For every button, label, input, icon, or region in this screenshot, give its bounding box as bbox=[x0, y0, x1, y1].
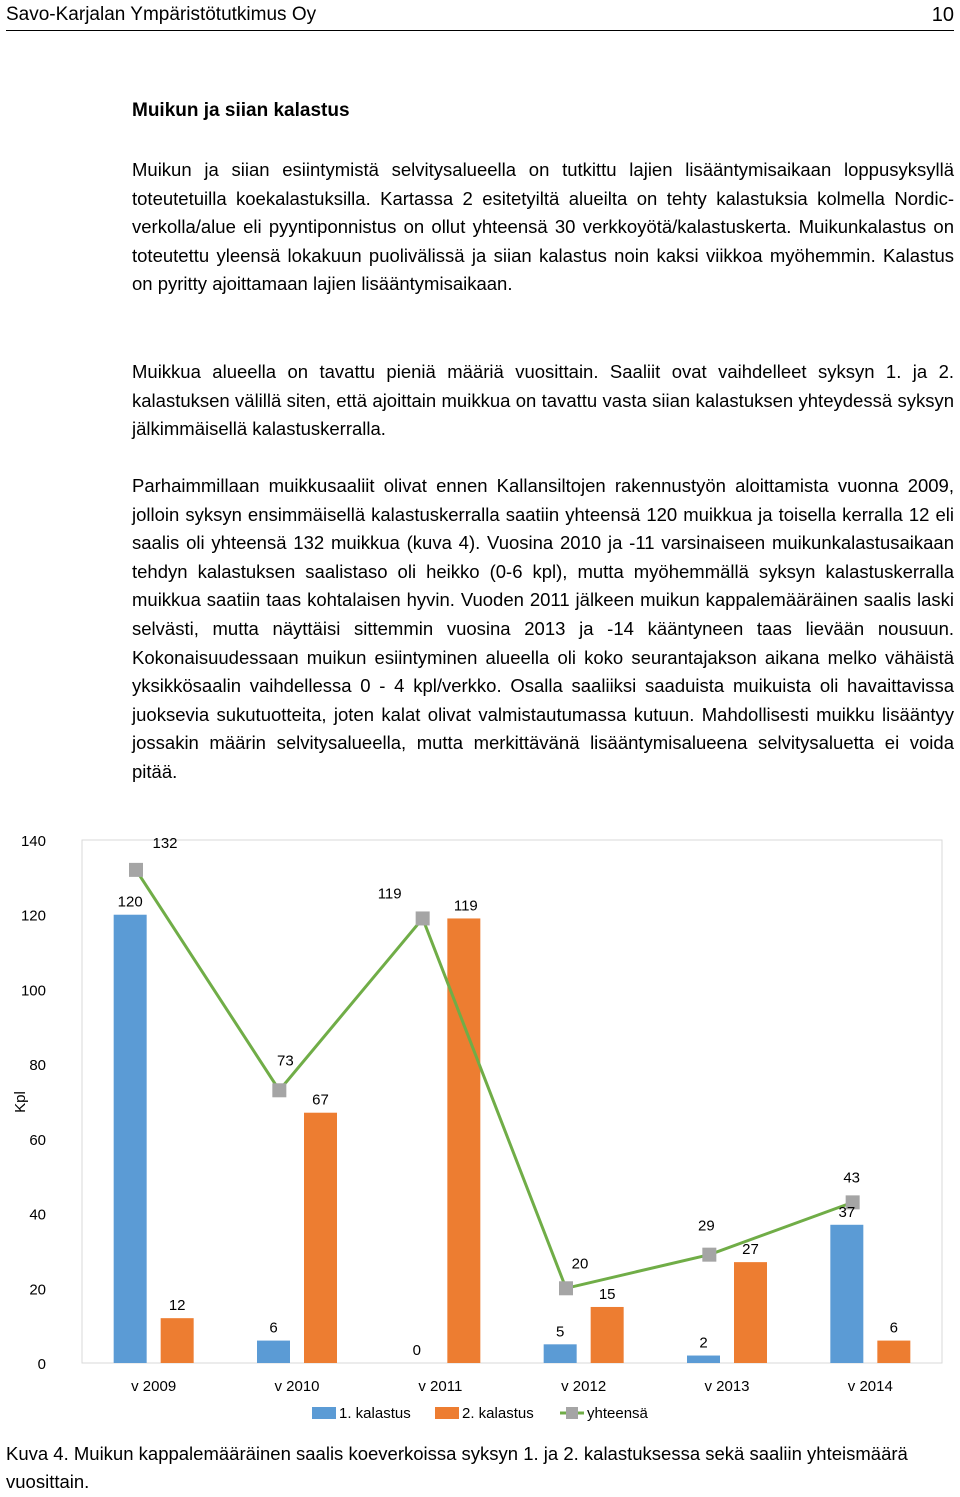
bar-1-kalastus bbox=[544, 1344, 577, 1363]
bar-2-kalastus bbox=[877, 1341, 910, 1363]
y-tick-label: 20 bbox=[29, 1281, 46, 1299]
marker-yhteensa bbox=[129, 863, 143, 877]
marker-yhteensa bbox=[272, 1083, 286, 1097]
paragraph-3: Parhaimmillaan muikkusaaliit olivat ennen Kallansiltojen rakennustyön aloittamista vuonna 2009, jolloin syksyn ensimmäisellä kalastuskerralla saatiin yhteensä 120 muikkua ja toisella kerralla 12 eli saalis oli yhteensä 132 muikkua (kuva 4). Vuosina 2010 ja -11 varsinaiseen muikunkalastusaikaan tehdyn kalastuksen saalistaso oli heikko (0-6 kpl), mutta myöhemmällä syksyn kalastuskerralla muikkua saatiin taas kohtalaisen hyvin. Vuoden 2011 jälkeen muikun kappalemääräinen saalis laski selvästi, mutta näyttäisi sittemmin vuosina 2013 ja -14 kääntyneen taas lievään nousuun. Kokonaisuudessaan muikun esiintyminen alueella oli koko seurantajakson aikana melko vähäistä yksikkösaalin vaihdellessa 0 - 4 kpl/verkko. Osalla saaliiksi saaduista muikuista oli havaittavissa juoksevia sukutuotteita, joten kalat olivat valmistautumassa kutuun. Mahdollisesti muikku lisääntyy jossakin määrin selvitysalueella, mutta merkittävänä lisääntymisalueena selvitysaluetta ei voida pitää. bbox=[132, 475, 954, 782]
data-label-1-kalastus: 5 bbox=[555, 1323, 565, 1341]
legend-label: 1. kalastus bbox=[339, 1405, 411, 1422]
bar-1-kalastus bbox=[687, 1356, 720, 1363]
legend-swatch-marker bbox=[566, 1407, 578, 1419]
data-label-yhteensa: 20 bbox=[571, 1255, 589, 1273]
line-yhteensa bbox=[136, 870, 856, 1288]
bar-1-kalastus bbox=[830, 1225, 863, 1363]
y-axis-title: Kpl bbox=[12, 1091, 29, 1113]
page-header bbox=[6, 0, 954, 31]
legend-swatch bbox=[435, 1407, 459, 1419]
legend-label: yhteensä bbox=[587, 1405, 648, 1422]
figure-caption: Kuva 4. Muikun kappalemääräinen saalis koeverkoissa syksyn 1. ja 2. kalastuksessa sekä saaliin yhteismäärä vuosittain. bbox=[6, 1443, 908, 1492]
y-tick-label: 80 bbox=[29, 1057, 46, 1075]
legend-label: 2. kalastus bbox=[462, 1405, 534, 1422]
data-label-yhteensa: 132 bbox=[152, 834, 178, 852]
catch-chart bbox=[0, 820, 960, 1440]
data-label-2-kalastus: 15 bbox=[598, 1285, 616, 1303]
bar-1-kalastus bbox=[114, 915, 147, 1363]
bar-2-kalastus bbox=[734, 1262, 767, 1363]
y-tick-label: 60 bbox=[29, 1131, 46, 1149]
data-label-1-kalastus: 37 bbox=[838, 1203, 856, 1221]
bar-2-kalastus bbox=[591, 1307, 624, 1363]
data-label-2-kalastus: 6 bbox=[889, 1319, 899, 1337]
bar-2-kalastus bbox=[161, 1318, 194, 1363]
paragraph-1: Muikun ja siian esiintymistä selvitysalueella on tutkittu lajien lisääntymisaikaan loppusyksyllä toteutetuilla koekalastuksilla. Kartassa 2 esitetyiltä alueilta on tehty kalastuksia kolmella Nordic-verkolla/alue eli pyyntiponnistus on ollut yhteensä 30 verkkoyötä/kalastuskerta. Muikunkalastus on toteutettu yleensä lokakuun puolivälissä ja siian kalastus noin kaksi viikkoa myöhemmin. Kalastus on pyritty ajoittamaan lajien lisääntymisaikaan. bbox=[132, 159, 954, 295]
data-label-2-kalastus: 119 bbox=[453, 897, 478, 915]
marker-yhteensa bbox=[702, 1248, 716, 1262]
x-tick-label: v 2013 bbox=[704, 1378, 750, 1395]
data-label-yhteensa: 119 bbox=[377, 885, 402, 903]
bar-1-kalastus bbox=[257, 1341, 290, 1363]
bar-2-kalastus bbox=[447, 918, 480, 1363]
y-tick-label: 0 bbox=[37, 1356, 46, 1373]
page-number: 10 bbox=[931, 3, 954, 26]
section-title: Muikun ja siian kalastus bbox=[132, 100, 350, 121]
data-label-2-kalastus: 27 bbox=[742, 1241, 759, 1259]
marker-yhteensa bbox=[416, 911, 430, 925]
data-label-1-kalastus: 120 bbox=[117, 893, 143, 911]
data-label-1-kalastus: 0 bbox=[412, 1342, 422, 1359]
y-tick-label: 40 bbox=[29, 1206, 46, 1224]
x-tick-label: v 2012 bbox=[561, 1378, 607, 1395]
data-label-1-kalastus: 6 bbox=[269, 1319, 278, 1337]
data-label-1-kalastus: 2 bbox=[699, 1334, 708, 1352]
marker-yhteensa bbox=[559, 1281, 573, 1295]
data-label-yhteensa: 29 bbox=[697, 1217, 715, 1235]
y-tick-label: 140 bbox=[20, 833, 46, 850]
paragraph-2: Muikkua alueella on tavattu pieniä määriä vuosittain. Saaliit ovat vaihdelleet syksyn 1. ja 2. kalastuksen välillä siten, että ajoittain muikkua on tavattu vasta siian kalastuksen yhteydessä syksyn jälkimmäisellä kalastuskerralla. bbox=[132, 361, 954, 440]
plot-area bbox=[82, 840, 942, 1363]
bar-2-kalastus bbox=[304, 1113, 337, 1363]
data-label-2-kalastus: 67 bbox=[312, 1091, 329, 1109]
data-label-yhteensa: 73 bbox=[276, 1052, 294, 1070]
x-tick-label: v 2011 bbox=[418, 1378, 463, 1395]
legend-swatch bbox=[312, 1407, 336, 1419]
organization-name: Savo-Karjalan Ympäristötutkimus Oy bbox=[6, 4, 317, 25]
data-label-2-kalastus: 12 bbox=[168, 1297, 186, 1315]
x-tick-label: v 2009 bbox=[131, 1378, 177, 1395]
y-tick-label: 120 bbox=[20, 907, 46, 925]
y-tick-label: 100 bbox=[20, 982, 46, 1000]
x-tick-label: v 2010 bbox=[274, 1378, 320, 1395]
data-label-yhteensa: 43 bbox=[843, 1169, 861, 1187]
x-tick-label: v 2014 bbox=[847, 1378, 893, 1395]
